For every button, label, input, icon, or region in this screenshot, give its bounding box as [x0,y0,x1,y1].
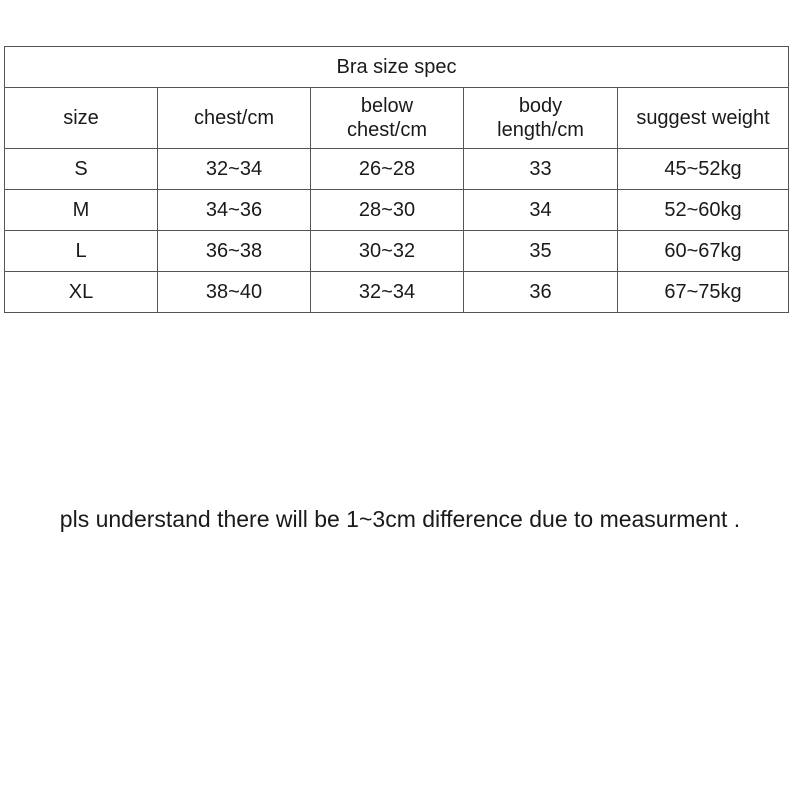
cell-chest: 38~40 [158,272,311,313]
cell-body-length: 35 [464,231,618,272]
cell-size: L [5,231,158,272]
cell-chest: 34~36 [158,190,311,231]
header-size-label: size [63,107,99,129]
header-chest-label: chest/cm [193,107,275,129]
cell-size: S [5,149,158,190]
cell-suggest-weight: 60~67kg [618,231,789,272]
header-below-chest-line2: chest/cm [346,119,428,141]
header-below-chest [311,88,464,149]
header-suggest-weight [618,88,789,149]
table-header-row [5,88,789,149]
table-row [5,190,789,231]
cell-suggest-weight: 45~52kg [618,149,789,190]
table-title: Bra size spec [5,47,789,88]
measurement-note: pls understand there will be 1~3cm difference due to measurment . [59,506,741,532]
cell-below-chest: 32~34 [311,272,464,313]
cell-size: XL [5,272,158,313]
cell-below-chest: 28~30 [311,190,464,231]
cell-suggest-weight: 67~75kg [618,272,789,313]
header-body-length-line1: body [518,95,563,117]
table-title-row [5,47,789,88]
cell-chest: 32~34 [158,149,311,190]
header-body-length-line2: length/cm [497,119,584,141]
size-spec-table [4,46,789,313]
cell-body-length: 36 [464,272,618,313]
header-size [5,88,158,149]
cell-below-chest: 30~32 [311,231,464,272]
header-suggest-weight-label: suggest weight [636,107,770,129]
cell-below-chest: 26~28 [311,149,464,190]
table-row [5,272,789,313]
cell-suggest-weight: 52~60kg [618,190,789,231]
cell-body-length: 34 [464,190,618,231]
header-below-chest-line1: below [360,95,414,117]
table-row [5,231,789,272]
header-body-length [464,88,618,149]
cell-body-length: 33 [464,149,618,190]
table-row [5,149,789,190]
cell-chest: 36~38 [158,231,311,272]
cell-size: M [5,190,158,231]
header-chest [158,88,311,149]
